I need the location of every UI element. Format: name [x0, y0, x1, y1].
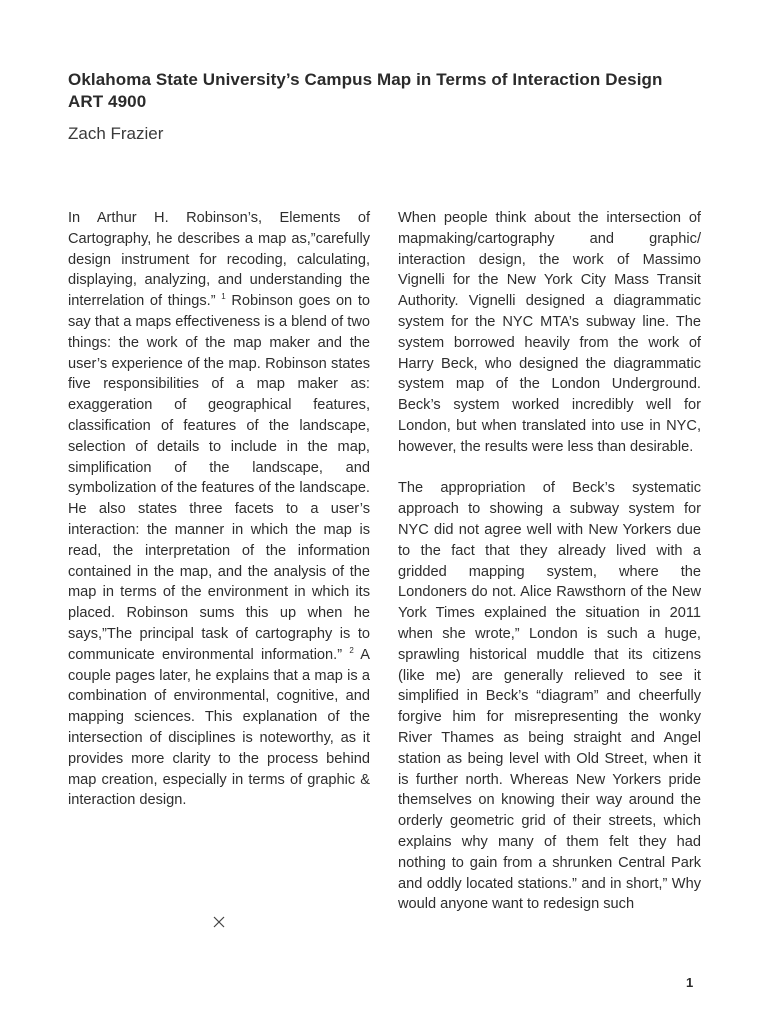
document-title [68, 69, 708, 113]
right-paragraph-1: When people think about the intersection of mapmaking/cartography and graphic/ interaction design, the work of Massimo Vignelli for the New York City Mass Transit Authority. Vignelli designed a diagrammatic system for the NYC MTA’s subway line. The system borrowed heavily from the work of Harry Beck, who designed the diagrammatic system map of the London Underground. Beck’s system worked incredibly well for London, but when translated into use in NYC, however, the results were less than desirable. [398, 210, 701, 455]
left-paragraph [68, 208, 370, 811]
right-paragraph-2: The appropriation of Beck’s systematic approach to showing a subway system for NYC did not agree well with New Yorkers due to the fact that they already lived with a gridded mapping system, where the Londoners do not. Alice Rawsthorn of the New York Times explained the situation in 2011 when she wrote,” London is such a huge, sprawling historical muddle that its citizens (like me) are generally relieved to see it simplified in Beck’s “diagram” and cheerfully forgive him for misrepresenting the wonky River Thames as being straight and Angel station as being level with Old Street, when it is further north. Whereas New Yorkers pride themselves on knowing their way around the orderly geometric grid of their streets, which explains why many of them felt they had nothing to gain from a shrunken Central Park and oddly located stations.” and in short,” Why would anyone want to redesign such [398, 480, 701, 913]
left-paragraph-part-3: A couple pages later, he explains that a map is a combination of environmental, cognitive, and mapping sciences. This explanation of the intersection of disciplines is noteworthy, as it provides more clarity to the process behind map creation, especially in terms of graphic & interaction design. [68, 646, 371, 809]
left-column [68, 208, 370, 811]
right-column [398, 208, 701, 915]
footnote-marker-1: 1 [221, 292, 226, 302]
left-paragraph-part-2: Robinson goes on to say that a maps effectiveness is a blend of two things: the work of the map maker and the user’s experience of the map. Robinson states five responsibilities of a map maker as: exaggeration of geographical features, classification of features of the landscape, selection of details to include in the map, simplification of the landscape, and symbolization of the features of the landscape. He also states three facets to a user’s interaction: the manner in which the map is read, the interpretation of the information contained in the map, and the analysis of the map in terms of the environment in which its placed. Robinson sums this up when he says,”The principal task of cartography is to communicate environmental information.” [68, 293, 370, 663]
author-name: Zach Frazier [68, 124, 164, 143]
page-number: 1 [686, 975, 694, 990]
footnote-marker-2: 2 [349, 645, 354, 655]
left-paragraph-part-1: In Arthur H. Robinson’s, Elements of Cartography, he describes a map as,”carefully design instrument for recoding, calculating, displaying, analyzing, and understanding the interrelation of things.” [68, 210, 370, 310]
title-line-1: Oklahoma State University’s Campus Map in Terms of Interaction Design [68, 70, 663, 89]
close-x-ornament-icon [212, 915, 226, 929]
title-line-2: ART 4900 [68, 92, 147, 111]
